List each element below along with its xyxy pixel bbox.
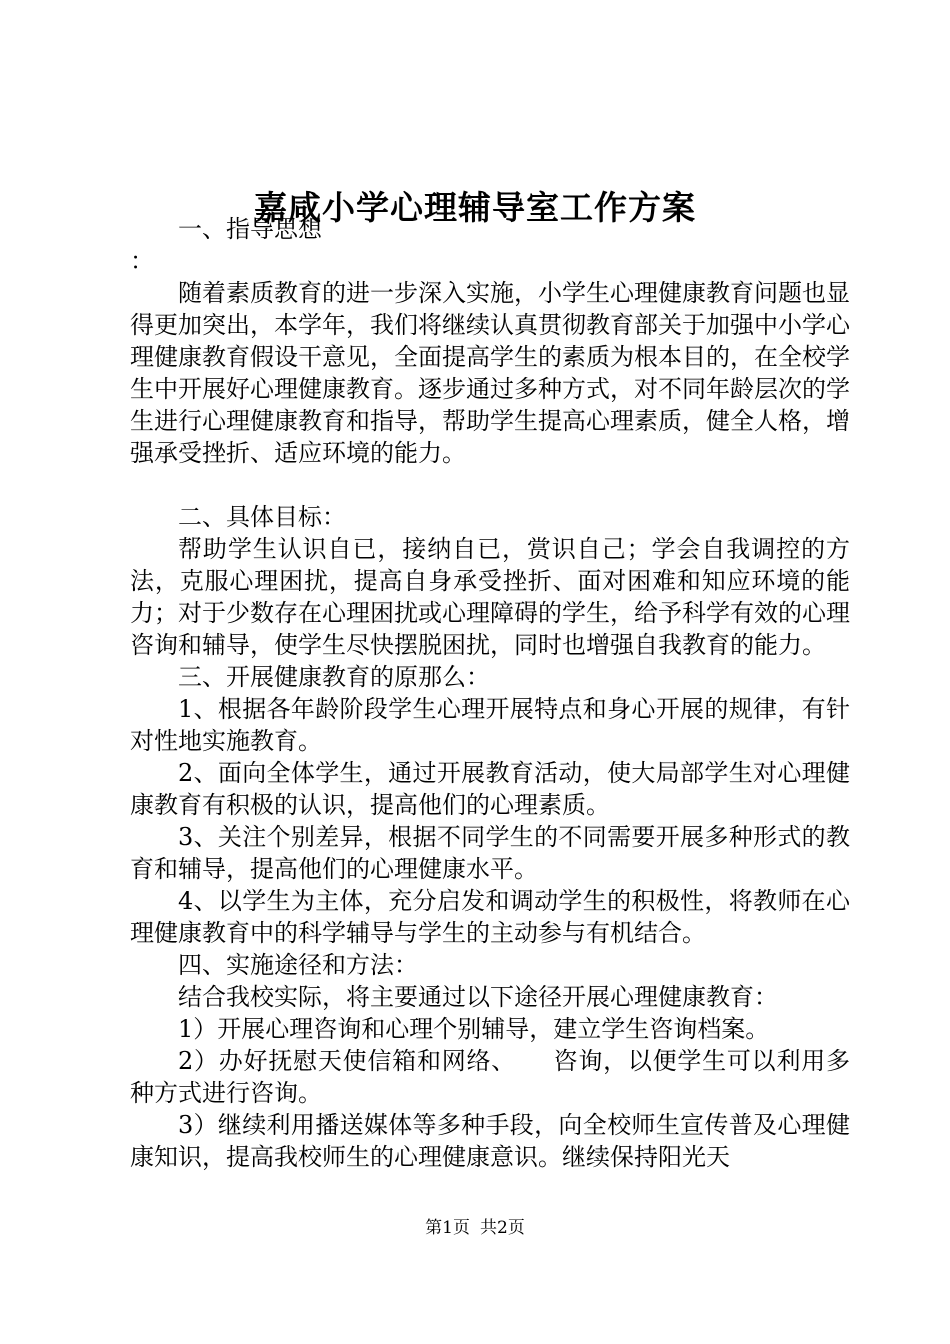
principle-item-3: 3、关注个别差异，根据不同学生的不同需要开展多种形式的教育和辅导，提高他们的心理健康水平。	[130, 823, 850, 883]
method-item-3: 3）继续利用播送媒体等多种手段，向全校师生宣传普及心理健康知识，提高我校师生的心理健康意识。继续保持阳光天	[130, 1111, 850, 1171]
document-title: 嘉咸小学心理辅导室工作方案	[254, 188, 696, 227]
page-footer	[0, 1216, 950, 1240]
section-heading-goals: 二、具体目标：	[178, 503, 346, 531]
method-item-1: 1）开展心理咨询和心理个别辅导，建立学生咨询档案。	[178, 1015, 770, 1043]
principle-item-2: 2、面向全体学生，通过开展教育活动，使大局部学生对心理健康教育有积极的认识，提高他们的心理素质。	[130, 759, 850, 819]
section-heading-principles: 三、开展健康教育的原那么：	[178, 663, 490, 691]
document-body	[130, 213, 850, 1173]
paragraph-methods-intro: 结合我校实际，将主要通过以下途径开展心理健康教育：	[178, 983, 778, 1011]
section-heading-methods: 四、实施途径和方法：	[178, 951, 418, 979]
page-total: 共2页	[480, 1218, 525, 1238]
paragraph-goals: 帮助学生认识自已，接纳自已，赏识自己；学会自我调控的方法，克服心理困扰，提高自身承受挫折、面对困难和知应环境的能力；对于少数存在心理困扰或心理障碍的学生，给予科学有效的心理咨询和辅导，使学生尽快摆脱困扰，同时也增强自我教育的能力。	[130, 535, 850, 659]
section-heading-guiding-idea: 一、指导思想	[178, 215, 322, 243]
paragraph-guiding-idea: 随着素质教育的进一步深入实施，小学生心理健康教育问题也显得更加突出，本学年，我们将继续认真贯彻教育部关于加强中小学心理健康教育假设干意见，全面提高学生的素质为根本目的，在全校学生中开展好心理健康教育。逐步通过多种方式，对不同年龄层次的学生进行心理健康教育和指导，帮助学生提高心理素质，健全人格，增强承受挫折、适应环境的能力。	[130, 279, 850, 467]
principle-item-4: 4、以学生为主体，充分启发和调动学生的积极性，将教师在心理健康教育中的科学辅导与学生的主动参与有机结合。	[130, 887, 850, 947]
principle-item-1: 1、根据各年龄阶段学生心理开展特点和身心开展的规律，有针对性地实施教育。	[130, 695, 850, 755]
method-item-2: 2）办好抚慰天使信箱和网络、 咨询，以便学生可以利用多种方式进行咨询。	[130, 1047, 850, 1107]
blank-line	[130, 469, 850, 501]
colon-line: ：	[130, 247, 154, 275]
page-number: 第1页	[425, 1218, 470, 1238]
